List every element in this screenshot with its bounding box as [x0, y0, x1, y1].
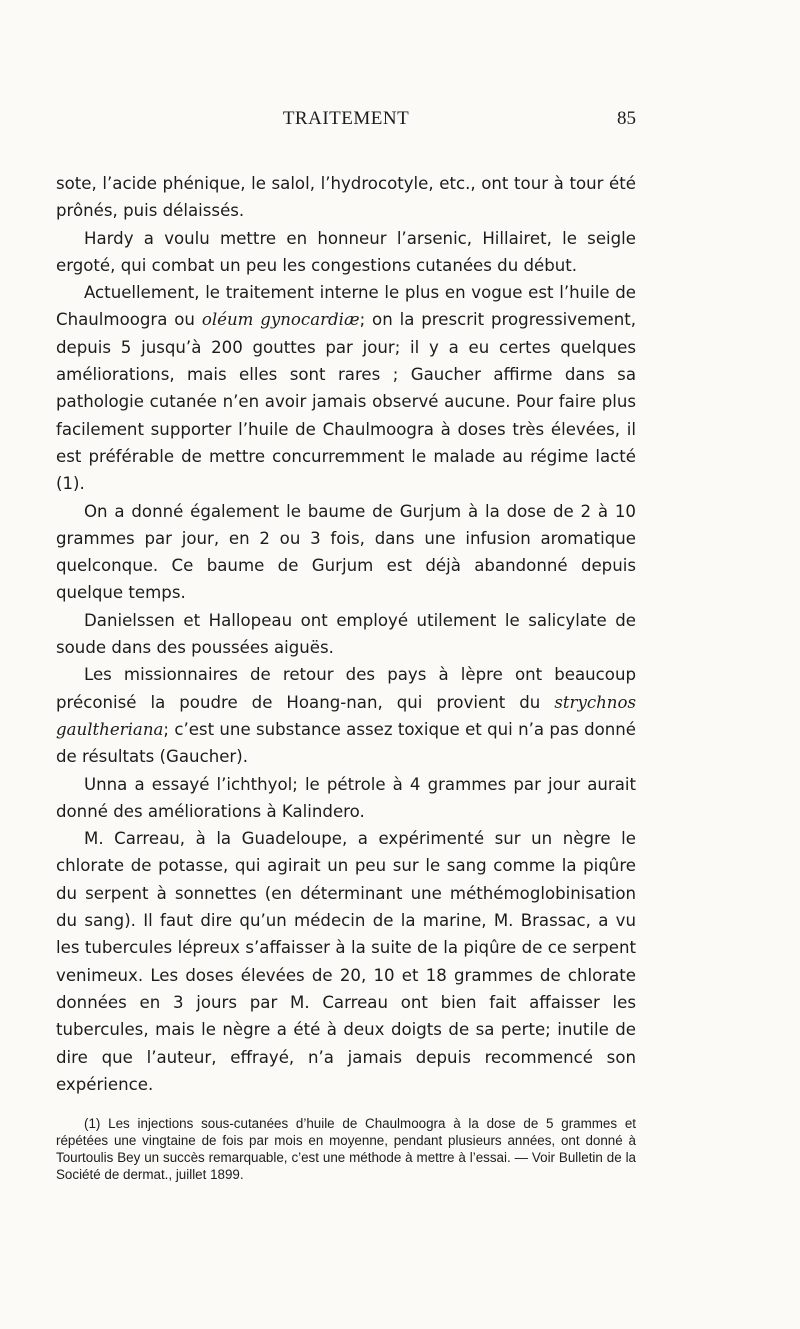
footnote: (1) Les injections sous-cutanées d’huile de Chaulmoogra à la dose de 5 grammes et répétées une vingtaine de fois par mois en moyenne, pendant plusieurs années, ont donné à Tourtoulis Bey un succès remarquable, c’est une méthode à mettre à l’essai. — Voir Bulletin de la Société de dermat., juillet 1899.: [56, 1116, 636, 1182]
main-text: [56, 170, 636, 1098]
paragraph: [56, 661, 636, 770]
paragraph: Hardy a voulu mettre en honneur l’arsenic, Hillairet, le seigle ergoté, qui combat un peu les congestions cutanées du début.: [56, 228, 636, 275]
paragraph: [56, 279, 636, 497]
text-run: Les missionnaires de retour des pays à lèpre ont beaucoup préconisé la poudre de Hoang-nan, qui provient du: [56, 665, 636, 712]
text-run: ; on la prescrit progressivement, depuis 5 jusqu’à 200 gouttes par jour; il y a eu certes quelques améliorations, mais elles sont rares ; Gaucher affirme dans sa pathologie cutanée n’en avoir jamais observé aucune. Pour faire plus facilement supporter l’huile de Chaulmoogra à doses très élevées, il est préférable de mettre concurremment le malade au régime lacté (1).: [56, 310, 636, 494]
paragraph: M. Carreau, à la Guadeloupe, a expérimenté sur un nègre le chlorate de potasse, qui agirait un peu sur le sang comme la piqûre du serpent à sonnettes (en déterminant une méthémoglobinisation du sang). Il faut dire qu’un médecin de la marine, M. Brassac, a vu les tubercules lépreux s’affaisser à la suite de la piqûre de ce serpent venimeux. Les doses élevées de 20, 10 et 18 grammes de chlorate données en 3 jours par M. Carreau ont bien fait affaisser les tubercules, mais le nègre a été à deux doigts de sa perte; inutile de dire que l’auteur, effrayé, n’a jamais depuis recommencé son expérience.: [56, 829, 636, 1094]
running-title: TRAITEMENT: [282, 108, 410, 129]
italic-term: strychnos gaultheriana: [56, 692, 636, 739]
italic-term: oléum gynocardiæ: [201, 310, 360, 330]
text-run: ; c’est une substance assez toxique et qui n’a pas donné de résultats (Gaucher).: [56, 719, 636, 767]
paragraph: Unna a essayé l’ichthyol; le pétrole à 4 grammes par jour aurait donné des améliorations à Kalindero.: [56, 774, 636, 821]
footnotes: [56, 1115, 636, 1183]
page-number: 85: [617, 108, 636, 129]
text-run: Actuellement, le traitement interne le plus en vogue est l’huile de Chaulmoogra ou: [56, 283, 636, 330]
paragraph: On a donné également le baume de Gurjum à la dose de 2 à 10 grammes par jour, en 2 ou 3 fois, dans une infusion aromatique quelconque. Ce baume de Gurjum est déjà abandonné depuis quelque temps.: [56, 501, 636, 603]
paragraph: Danielssen et Hallopeau ont employé utilement le salicylate de soude dans des poussées aiguës.: [56, 610, 636, 658]
paragraph: sote, l’acide phénique, le salol, l’hydrocotyle, etc., ont tour à tour été prônés, puis délaissés.: [56, 174, 636, 221]
page-header: [56, 108, 636, 138]
